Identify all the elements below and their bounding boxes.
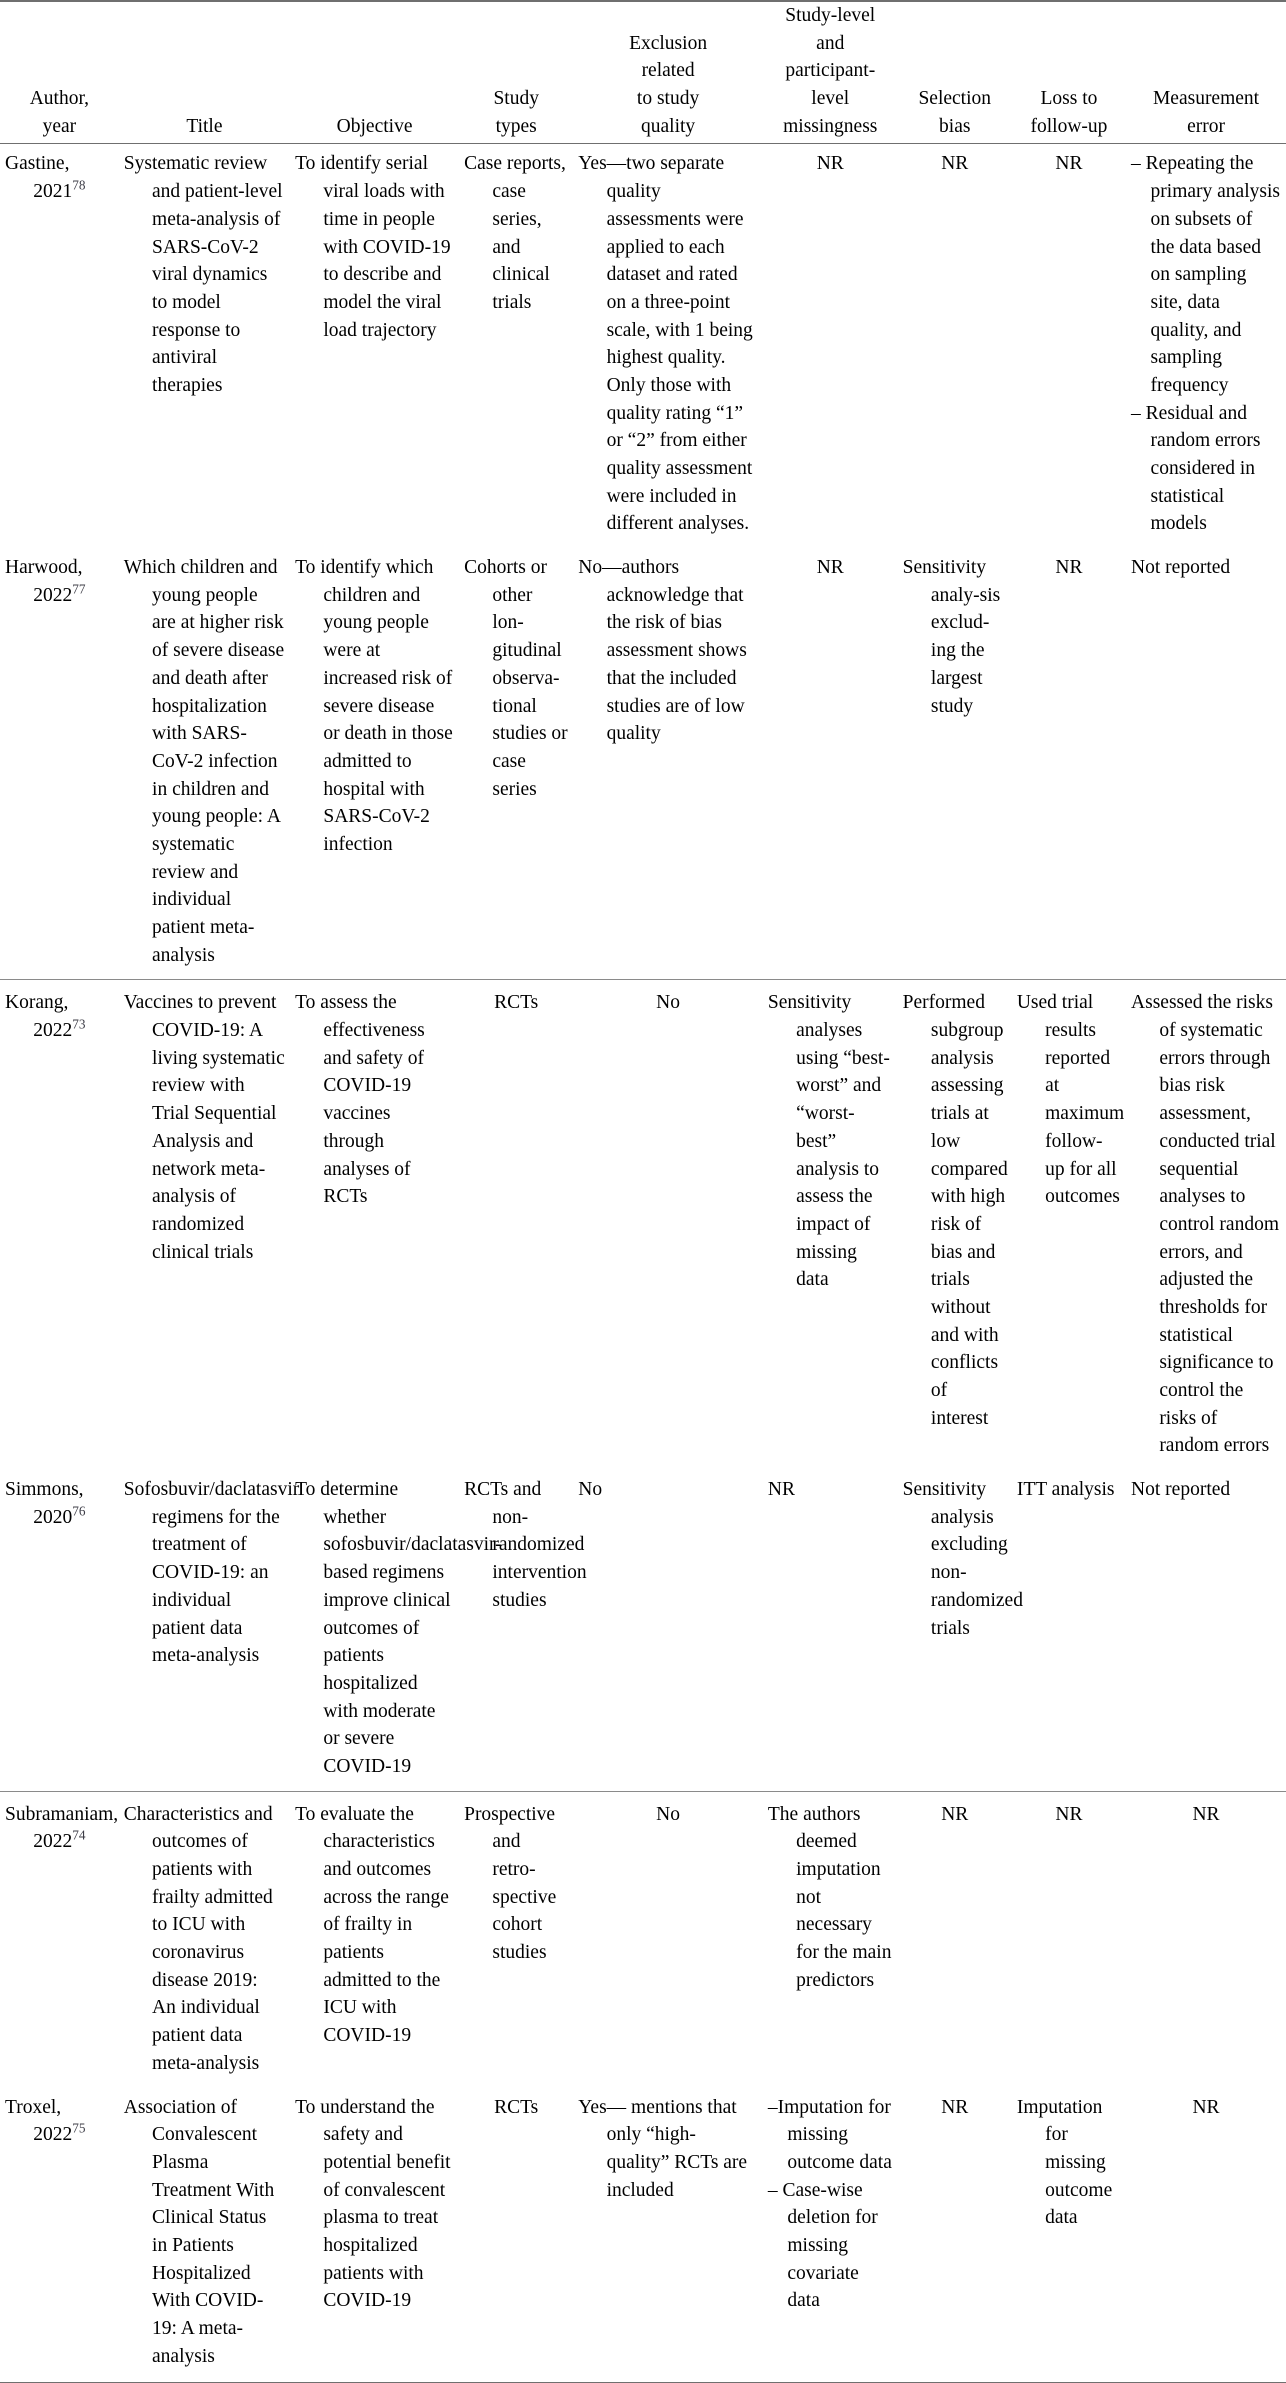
- cell-measurement-error: [1126, 1470, 1286, 1791]
- loss-to-followup-value: NR: [1055, 153, 1083, 175]
- missingness-value: Sensitivity analyses using “best-worst” and “worst-best” analysis to assess the impact of missing data: [767, 992, 890, 1291]
- col-header-exclusion-quality: [573, 1, 763, 144]
- cell-title: [119, 1470, 300, 1791]
- col-header-missingness: [763, 1, 898, 144]
- col-header-selection-bias-line-1: Selection: [918, 88, 992, 110]
- cell-study-types: [459, 980, 573, 1470]
- publication-year: 2022: [33, 584, 73, 606]
- table-row: [0, 548, 1286, 980]
- loss-to-followup-value: NR: [1055, 557, 1083, 579]
- study-title: Vaccines to prevent COVID-19: A living systematic review with Trial Sequential Analysis and network meta-analysis of randomized clinical trials: [123, 992, 285, 1263]
- selection-bias-value: Performed subgroup analysis assessing trials at low compared with high risk of bias and trials without and with conflicts of interest: [902, 992, 1008, 1429]
- cell-exclusion-quality: [573, 2088, 763, 2383]
- missingness-item: – Case-wise deletion for missing covariate data: [767, 2179, 878, 2312]
- cell-author-year: [0, 1791, 119, 2087]
- measurement-error-value: NR: [1192, 2096, 1220, 2118]
- cell-objective: [290, 1470, 502, 1791]
- cell-title: [119, 980, 290, 1470]
- table-row: [0, 1470, 1286, 1791]
- table-row: [0, 2088, 1286, 2383]
- cell-selection-bias: [898, 1791, 1012, 2087]
- study-types-value: Cohorts or other lon-gitudinal observa-tional studies or case series: [464, 557, 568, 800]
- cell-loss-to-followup: [1012, 1791, 1126, 2087]
- author-name: Simmons,: [5, 1479, 84, 1501]
- study-objective: To identify which children and young people were at increased risk of severe disease or death in those admitted to hospital with SARS-CoV-2 infection: [295, 557, 453, 855]
- cell-loss-to-followup: [1012, 1470, 1126, 1791]
- col-header-title: [119, 1, 290, 144]
- cell-title: [119, 548, 290, 980]
- cell-study-types: [459, 144, 573, 548]
- selection-bias-value: NR: [941, 1803, 969, 1825]
- study-types-value: Case reports, case series, and clinical trials: [464, 153, 566, 313]
- col-header-missingness-line-2: and: [816, 32, 845, 54]
- cell-study-types: [459, 548, 573, 980]
- col-header-study-types-line-2: types: [495, 115, 537, 137]
- measurement-error-item: – Residual and random errors considered in statistical models: [1131, 402, 1261, 535]
- study-title: Characteristics and outcomes of patients with frailty admitted to ICU with coronavirus disease 2019: An individual patient data meta-analysis: [123, 1803, 273, 2074]
- study-types-value: RCTs and non-randomized intervention studies: [464, 1479, 587, 1611]
- reference-number: 77: [72, 581, 86, 597]
- study-types-value: RCTs: [494, 992, 539, 1014]
- selection-bias-value: Sensitivity analy-sis exclud-ing the largest study: [902, 557, 1001, 717]
- col-header-selection-bias: [898, 1, 1012, 144]
- cell-study-types: [459, 1791, 573, 2087]
- author-name: Troxel, 2022: [5, 2096, 73, 2146]
- cell-measurement-error: [1126, 2088, 1286, 2383]
- cell-measurement-error: [1126, 144, 1286, 548]
- col-header-measurement-error-line-1: Measurement: [1152, 88, 1260, 110]
- reference-number: 74: [72, 1827, 86, 1843]
- col-header-objective: [290, 1, 459, 144]
- cell-missingness: [763, 144, 898, 548]
- study-objective: To assess the effectiveness and safety of COVID-19 vaccines through analyses of RCTs: [295, 992, 425, 1208]
- study-objective: To determine whether sofosbuvir/daclatasvir-based regimens improve clinical outcomes of patients hospitalized with moderate or severe COVID-19: [295, 1479, 502, 1777]
- study-title: Sofosbuvir/daclatasvir regimens for the treatment of COVID-19: an individual patient data meta-analysis: [123, 1479, 300, 1667]
- missingness-item: –Imputation for missing outcome data: [767, 2096, 892, 2173]
- author-name: Korang,: [5, 992, 69, 1014]
- publication-year: 2020: [33, 1506, 73, 1528]
- cell-missingness: [763, 980, 898, 1470]
- measurement-error-item: – Repeating the primary analysis on subsets of the data based on sampling site, data quality, and sampling frequency: [1131, 153, 1280, 396]
- cell-author-year: [0, 2088, 119, 2383]
- publication-year: 2022: [33, 1831, 73, 1853]
- cell-title: [119, 2088, 290, 2383]
- cell-study-types: [459, 2088, 573, 2383]
- col-header-missingness-line-5: missingness: [783, 115, 878, 137]
- col-header-exclusion-quality-line-1: Exclusion: [629, 32, 708, 54]
- cell-measurement-error: [1126, 980, 1286, 1470]
- cell-objective: [290, 980, 459, 1470]
- cell-selection-bias: [898, 980, 1012, 1470]
- study-title: Association of Convalescent Plasma Treatment With Clinical Status in Patients Hospitalized With COVID-19: A meta-analysis: [123, 2096, 275, 2367]
- missingness-value: NR: [816, 153, 844, 175]
- col-header-measurement-error: [1126, 1, 1286, 144]
- col-header-selection-bias-line-2: bias: [939, 115, 971, 137]
- cell-exclusion-quality: [573, 1470, 763, 1791]
- reference-number: 73: [72, 1016, 86, 1032]
- author-name: Gastine,: [5, 153, 70, 175]
- table-header-row: [0, 1, 1286, 144]
- cell-exclusion-quality: [573, 1791, 763, 2087]
- exclusion-quality-value: No: [578, 1479, 603, 1501]
- missingness-value: NR: [767, 1479, 795, 1501]
- col-header-loss-to-followup-line-1: Loss to: [1040, 88, 1098, 110]
- cell-selection-bias: [898, 144, 1012, 548]
- cell-objective: [290, 1791, 459, 2087]
- study-objective: To identify serial viral loads with time in people with COVID-19 to describe and model the viral load trajectory: [295, 153, 451, 341]
- cell-loss-to-followup: [1012, 2088, 1126, 2383]
- author-name: Harwood,: [5, 557, 83, 579]
- study-title: Systematic review and patient-level meta-analysis of SARS-CoV-2 viral dynamics to model response to antiviral therapies: [123, 153, 283, 396]
- study-title: Which children and young people are at higher risk of severe disease and death after hospitalization with SARS-CoV-2 infection in children and young people: A systematic review and individual patient meta-analysis: [123, 557, 285, 966]
- cell-objective: [290, 144, 459, 548]
- cell-title: [119, 1791, 290, 2087]
- loss-to-followup-value: Used trial results reported at maximum follow-up for all outcomes: [1016, 992, 1125, 1208]
- col-header-author-year-line-2: year: [42, 115, 77, 137]
- measurement-error-value: Assessed the risks of systematic errors through bias risk assessment, conducted trial sequential analyses to control random errors, and adjusted the thresholds for statistical significance to control the risks of random errors: [1131, 992, 1279, 1457]
- loss-to-followup-value: Imputation for missing outcome data: [1016, 2096, 1113, 2229]
- reference-number: 75: [72, 2120, 86, 2136]
- loss-to-followup-value: NR: [1055, 1803, 1083, 1825]
- cell-missingness: [763, 548, 898, 980]
- study-objective: To understand the safety and potential benefit of convalescent plasma to treat hospitalized patients with COVID-19: [295, 2096, 451, 2312]
- col-header-missingness-line-3: participant-: [785, 60, 876, 82]
- col-header-study-types: [459, 1, 573, 144]
- col-header-missingness-line-4: level: [811, 88, 850, 110]
- cell-title: [119, 144, 290, 548]
- loss-to-followup-value: ITT analysis: [1016, 1479, 1115, 1501]
- missingness-value: The authors deemed imputation not necessary for the main predictors: [767, 1803, 892, 1991]
- table-row: [0, 1791, 1286, 2087]
- exclusion-quality-value: No: [656, 992, 680, 1014]
- reference-number: 76: [72, 1503, 86, 1519]
- col-header-loss-to-followup-line-2: follow-up: [1030, 115, 1108, 137]
- cell-missingness: [763, 1470, 898, 1791]
- author-name: Subramaniam,: [5, 1803, 119, 1825]
- cell-exclusion-quality: [573, 980, 763, 1470]
- col-header-exclusion-quality-line-3: to study: [636, 88, 700, 110]
- table-row: [0, 980, 1286, 1470]
- table-row: [0, 144, 1286, 548]
- measurement-error-value: NR: [1192, 1803, 1220, 1825]
- cell-objective: [290, 548, 459, 980]
- exclusion-quality-value: Yes— mentions that only “high-quality” RCTs are included: [578, 2096, 748, 2201]
- cell-loss-to-followup: [1012, 548, 1126, 980]
- measurement-error-value: Not reported: [1131, 557, 1231, 579]
- cell-study-types: [459, 1470, 587, 1791]
- cell-selection-bias: [898, 548, 1012, 980]
- exclusion-quality-value: Yes—two separate quality assessments were applied to each dataset and rated on a three-point scale, with 1 being highest quality. Only those with quality rating “1” or “2” from either quality assessment were included in different analyses.: [578, 153, 753, 535]
- cell-selection-bias: [898, 2088, 1012, 2383]
- selection-bias-value: NR: [941, 2096, 969, 2118]
- cell-author-year: [0, 548, 119, 980]
- missingness-value: NR: [816, 557, 844, 579]
- publication-year: 2021: [33, 181, 73, 203]
- table-body: [0, 144, 1286, 2383]
- cell-author-year: [0, 1470, 119, 1791]
- cell-missingness: [763, 2088, 898, 2383]
- col-header-exclusion-quality-line-2: related: [641, 60, 695, 82]
- table-header: [0, 1, 1286, 144]
- reference-number: 78: [72, 177, 86, 193]
- col-header-measurement-error-line-2: error: [1187, 115, 1225, 137]
- col-header-objective-line-1: Objective: [336, 115, 413, 137]
- exclusion-quality-value: No—authors acknowledge that the risk of bias assessment shows that the included studies are of low quality: [578, 557, 747, 745]
- col-header-loss-to-followup: [1012, 1, 1126, 144]
- exclusion-quality-value: No: [656, 1803, 680, 1825]
- selection-bias-value: Sensitivity analysis excluding non-randomized trials: [902, 1479, 1023, 1639]
- measurement-error-value: Not reported: [1131, 1479, 1231, 1501]
- study-types-value: Prospective and retro-spective cohort studies: [464, 1803, 557, 1964]
- cell-author-year: [0, 980, 119, 1470]
- cell-author-year: [0, 144, 119, 548]
- cell-missingness: [763, 1791, 898, 2087]
- col-header-title-line-1: Title: [186, 115, 223, 137]
- cell-exclusion-quality: [573, 548, 763, 980]
- col-header-missingness-line-1: Study-level: [785, 5, 876, 26]
- study-types-value: RCTs: [494, 2096, 539, 2118]
- cell-objective: [290, 2088, 459, 2383]
- col-header-exclusion-quality-line-4: quality: [641, 115, 696, 137]
- publication-year: 2022: [33, 1020, 73, 1042]
- col-header-study-types-line-1: Study: [493, 88, 539, 110]
- col-header-author-year-line-1: Author,: [29, 88, 90, 110]
- selection-bias-value: NR: [941, 153, 969, 175]
- cell-loss-to-followup: [1012, 980, 1126, 1470]
- col-header-author-year: [0, 1, 119, 144]
- cell-measurement-error: [1126, 548, 1286, 980]
- cell-exclusion-quality: [573, 144, 763, 548]
- cell-selection-bias: [898, 1470, 1023, 1791]
- cell-loss-to-followup: [1012, 144, 1126, 548]
- cell-measurement-error: [1126, 1791, 1286, 2087]
- study-objective: To evaluate the characteristics and outcomes across the range of frailty in patients admitted to the ICU with COVID-19: [295, 1803, 449, 2047]
